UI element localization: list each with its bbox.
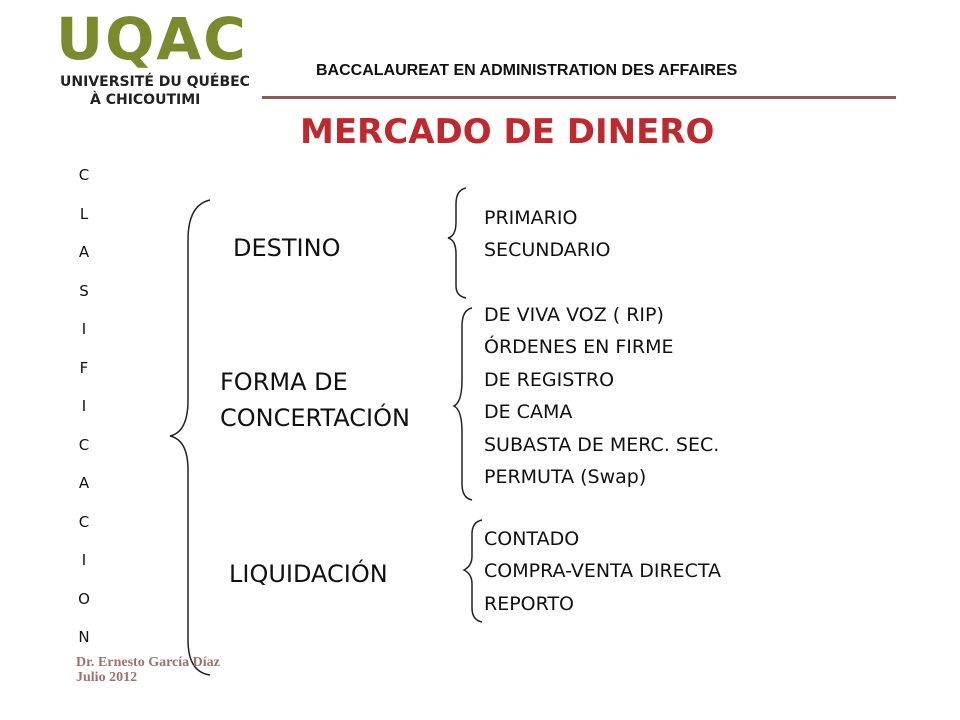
- concertacion-brace: [454, 308, 472, 500]
- vertical-letter: S: [79, 281, 89, 300]
- vertical-letter: I: [81, 551, 87, 569]
- vertical-letter: C: [78, 435, 90, 454]
- program-name: BACCALAUREAT EN ADMINISTRATION DES AFFAIRES: [316, 62, 738, 79]
- category-label: LIQUIDACIÓN: [229, 560, 388, 588]
- main-brace: [170, 200, 210, 675]
- list-item: COMPRA-VENTA DIRECTA: [484, 560, 722, 583]
- category-forma-de-concertacion: [220, 366, 410, 434]
- footer-author: Dr. Ernesto García Díaz: [76, 655, 220, 670]
- logo-university-name: UNIVERSITÉ DU QUÉBEC: [60, 74, 250, 90]
- list-item: SUBASTA DE MERC. SEC.: [484, 433, 720, 456]
- category-label-line: FORMA DE: [220, 368, 348, 396]
- list-item: DE VIVA VOZ ( RIP): [484, 304, 664, 326]
- vertical-letter: C: [78, 166, 90, 184]
- destino-brace: [448, 188, 466, 298]
- logo-wordmark: UQAC: [56, 5, 248, 73]
- vertical-letter: I: [81, 320, 87, 338]
- list-item: CONTADO: [484, 528, 580, 550]
- vertical-letter: C: [78, 512, 90, 531]
- vertical-letter: I: [81, 397, 87, 415]
- category-label: DESTINO: [233, 234, 341, 262]
- list-item: DE CAMA: [484, 401, 573, 424]
- category-liquidacion: [229, 558, 388, 590]
- vertical-letter: F: [79, 358, 89, 377]
- vertical-letter: A: [78, 474, 90, 492]
- slide-title: MERCADO DE DINERO: [300, 112, 715, 152]
- liquidacion-brace: [464, 520, 482, 622]
- list-item: REPORTO: [484, 592, 574, 615]
- category-label-line: CONCERTACIÓN: [220, 404, 410, 432]
- concertacion-items: [484, 299, 719, 493]
- vertical-letter: L: [79, 204, 89, 223]
- vertical-letter: O: [78, 589, 90, 608]
- list-item: DE REGISTRO: [484, 368, 615, 391]
- category-destino: [233, 232, 340, 264]
- list-item: PRIMARIO: [484, 207, 578, 229]
- logo-city-name: À CHICOUTIMI: [90, 92, 201, 108]
- footer-date: Julio 2012: [76, 670, 138, 685]
- destino-items: [484, 202, 611, 267]
- list-item: SECUNDARIO: [484, 239, 611, 262]
- liquidacion-items: [484, 523, 721, 620]
- vertical-letter: A: [78, 243, 90, 261]
- vertical-letter: N: [78, 628, 90, 646]
- list-item: PERMUTA (Swap): [484, 466, 647, 489]
- list-item: ÓRDENES EN FIRME: [484, 336, 674, 359]
